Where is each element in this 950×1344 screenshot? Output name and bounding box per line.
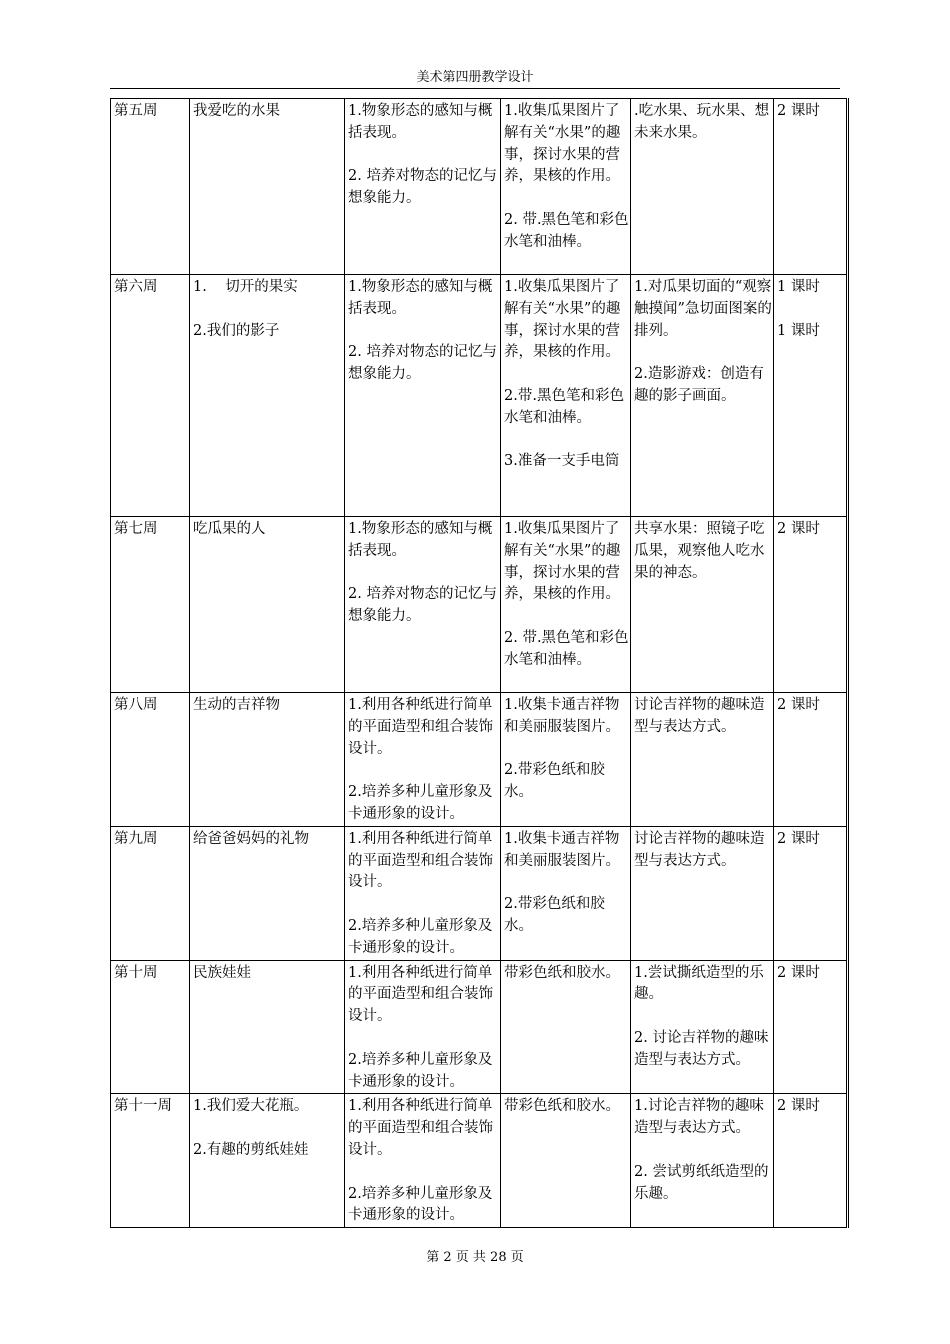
cell-week xyxy=(111,99,190,275)
cell-hours-paragraph: 2 课时 xyxy=(777,103,820,119)
cell-prep xyxy=(501,693,631,827)
paragraph-gap xyxy=(348,321,499,343)
paragraph-gap xyxy=(193,1118,343,1140)
cell-topic-paragraph: 吃瓜果的人 xyxy=(193,521,266,537)
cell-week-text: 第八周 xyxy=(114,697,158,713)
cell-prep xyxy=(501,960,631,1094)
paragraph-gap xyxy=(504,739,629,761)
cell-topic-paragraph: 1.我们爱大花瓶。 xyxy=(193,1098,309,1115)
paragraph-gap xyxy=(348,145,499,167)
cell-goal xyxy=(345,1094,501,1228)
cell-goal-paragraph: 1.利用各种纸进行简单的平面造型和组合装饰设计。 xyxy=(348,964,493,1025)
cell-goal-paragraph: 2.培养多种儿童形象及卡通形象的设计。 xyxy=(348,784,493,822)
cell-topic xyxy=(190,960,345,1094)
cell-activity-paragraph: .吃水果、玩水果、想未来水果。 xyxy=(634,103,770,141)
cell-activity xyxy=(631,826,774,960)
cell-prep-paragraph: 2. 带.黑色笔和彩色水笔和油棒。 xyxy=(504,211,629,250)
cell-goal xyxy=(345,826,501,960)
cell-topic xyxy=(190,517,345,693)
paragraph-gap xyxy=(504,188,629,210)
cell-hours-paragraph: 2 课时 xyxy=(777,521,820,537)
cell-week xyxy=(111,517,190,693)
cell-hours xyxy=(774,826,848,960)
paragraph-gap xyxy=(348,1028,499,1050)
paragraph-gap xyxy=(348,1162,499,1184)
paragraph-gap xyxy=(193,299,343,321)
cell-prep xyxy=(501,275,631,517)
paragraph-gap xyxy=(777,299,845,321)
paragraph-gap xyxy=(348,894,499,916)
cell-week-text: 第十一周 xyxy=(114,1098,172,1115)
paragraph-gap xyxy=(348,563,499,585)
cell-prep-paragraph: 2.带.黑色笔和彩色水笔和油棒。 xyxy=(504,387,624,426)
cell-prep-paragraph: 1.收集卡通吉祥物和美丽服装图片。 xyxy=(504,697,620,735)
page-header-title: 美术第四册教学设计 xyxy=(416,70,534,85)
cell-goal-paragraph: 2. 培养对物态的记忆与想象能力。 xyxy=(348,344,497,383)
cell-activity-paragraph: 2. 讨论吉祥物的趣味造型与表达方式。 xyxy=(634,1029,769,1068)
cell-hours xyxy=(774,99,848,275)
cell-goal-paragraph: 2. 培养对物态的记忆与想象能力。 xyxy=(348,168,497,207)
cell-activity-paragraph: 1.尝试撕纸造型的乐趣。 xyxy=(634,964,764,1003)
table-row xyxy=(111,960,848,1094)
cell-hours-paragraph: 1 课时 xyxy=(777,279,820,295)
cell-prep xyxy=(501,517,631,693)
cell-week-text: 第七周 xyxy=(114,521,158,537)
cell-hours xyxy=(774,960,848,1094)
cell-topic-paragraph: 1. 切开的果实 xyxy=(193,279,298,295)
cell-activity-paragraph: 讨论吉祥物的趣味造型与表达方式。 xyxy=(634,830,765,869)
cell-topic-paragraph: 生动的吉祥物 xyxy=(193,697,280,713)
page-footer: 第 2 页 共 28 页 xyxy=(426,1250,524,1265)
header-rule xyxy=(110,88,840,89)
cell-hours-paragraph: 2 课时 xyxy=(777,1098,820,1115)
cell-goal-paragraph: 1.利用各种纸进行简单的平面造型和组合装饰设计。 xyxy=(348,830,493,891)
cell-goal-paragraph: 1.利用各种纸进行简单的平面造型和组合装饰设计。 xyxy=(348,697,493,757)
cell-prep xyxy=(501,99,631,275)
cell-week xyxy=(111,693,190,827)
cell-prep-paragraph: 带彩色纸和胶水。 xyxy=(504,964,620,981)
cell-goal-paragraph: 1.物象形态的感知与概括表现。 xyxy=(348,103,493,141)
cell-goal-paragraph: 2. 培养对物态的记忆与想象能力。 xyxy=(348,586,497,625)
cell-activity xyxy=(631,275,774,517)
cell-week-text: 第十周 xyxy=(114,964,158,981)
table-row xyxy=(111,517,848,693)
cell-topic xyxy=(190,1094,345,1228)
table-row xyxy=(111,99,848,275)
cell-activity-paragraph: 2. 尝试剪纸纸造型的乐趣。 xyxy=(634,1163,769,1202)
cell-goal xyxy=(345,693,501,827)
cell-prep xyxy=(501,826,631,960)
cell-prep-paragraph: 1.收集瓜果图片了解有关“水果”的趣事，探讨水果的营养，果核的作用。 xyxy=(504,521,621,603)
cell-week-text: 第六周 xyxy=(114,279,158,295)
cell-goal-paragraph: 1.物象形态的感知与概括表现。 xyxy=(348,521,493,559)
cell-goal xyxy=(345,960,501,1094)
cell-prep-paragraph: 带彩色纸和胶水。 xyxy=(504,1098,620,1115)
cell-activity xyxy=(631,99,774,275)
lesson-plan-table xyxy=(110,98,849,1228)
cell-topic xyxy=(190,693,345,827)
cell-hours-paragraph: 2 课时 xyxy=(777,697,820,713)
cell-goal xyxy=(345,275,501,517)
cell-goal-paragraph: 1.物象形态的感知与概括表现。 xyxy=(348,279,493,317)
paragraph-gap xyxy=(634,1006,772,1028)
cell-topic xyxy=(190,826,345,960)
cell-prep xyxy=(501,1094,631,1228)
cell-activity xyxy=(631,693,774,827)
cell-goal-paragraph: 1.利用各种纸进行简单的平面造型和组合装饰设计。 xyxy=(348,1098,493,1158)
cell-activity-paragraph: 讨论吉祥物的趣味造型与表达方式。 xyxy=(634,697,765,735)
paragraph-gap xyxy=(634,342,772,364)
cell-goal-paragraph: 2.培养多种儿童形象及卡通形象的设计。 xyxy=(348,1051,493,1090)
cell-activity xyxy=(631,1094,774,1228)
cell-activity-paragraph: 共享水果：照镜子吃瓜果，观察他人吃水果的神态。 xyxy=(634,521,765,581)
cell-week xyxy=(111,826,190,960)
cell-prep-paragraph: 1.收集瓜果图片了解有关“水果”的趣事，探讨水果的营养，果核的作用。 xyxy=(504,279,621,361)
cell-topic-paragraph: 我爱吃的水果 xyxy=(193,103,280,119)
cell-week xyxy=(111,960,190,1094)
cell-activity-paragraph: 1.对瓜果切面的“观察触摸闻”急切面图案的排列。 xyxy=(634,279,772,339)
cell-topic-paragraph: 民族娃娃 xyxy=(193,964,251,981)
paragraph-gap xyxy=(348,760,499,782)
cell-topic-paragraph: 给爸爸妈妈的礼物 xyxy=(193,830,309,847)
cell-hours xyxy=(774,693,848,827)
cell-hours xyxy=(774,517,848,693)
cell-activity-paragraph: 1.讨论吉祥物的趣味造型与表达方式。 xyxy=(634,1098,764,1137)
table-row xyxy=(111,693,848,827)
cell-week xyxy=(111,1094,190,1228)
table-row xyxy=(111,275,848,517)
cell-hours-paragraph: 2 课时 xyxy=(777,830,820,847)
cell-activity xyxy=(631,960,774,1094)
cell-topic xyxy=(190,99,345,275)
table-row xyxy=(111,1094,848,1228)
cell-hours xyxy=(774,1094,848,1228)
paragraph-gap xyxy=(634,1140,772,1162)
cell-topic xyxy=(190,275,345,517)
cell-prep-paragraph: 3.准备一支手电筒 xyxy=(504,453,620,470)
cell-hours-paragraph: 2 课时 xyxy=(777,964,820,981)
cell-hours xyxy=(774,275,848,517)
cell-goal-paragraph: 2.培养多种儿童形象及卡通形象的设计。 xyxy=(348,1185,493,1224)
cell-week-text: 第五周 xyxy=(114,103,158,119)
cell-goal-paragraph: 2.培养多种儿童形象及卡通形象的设计。 xyxy=(348,917,493,956)
cell-goal xyxy=(345,517,501,693)
paragraph-gap xyxy=(504,364,629,386)
cell-week-text: 第九周 xyxy=(114,830,158,847)
cell-goal xyxy=(345,99,501,275)
cell-prep-paragraph: 2. 带.黑色笔和彩色水笔和油棒。 xyxy=(504,629,629,668)
cell-prep-paragraph: 2.带彩色纸和胶水。 xyxy=(504,896,605,934)
cell-prep-paragraph: 1.收集瓜果图片了解有关“水果”的趣事，探讨水果的营养，果核的作用。 xyxy=(504,103,621,185)
cell-prep-paragraph: 1.收集卡通吉祥物和美丽服装图片。 xyxy=(504,830,620,869)
cell-topic-paragraph: 2.有趣的剪纸娃娃 xyxy=(193,1141,309,1158)
cell-prep-paragraph: 2.带彩色纸和胶水。 xyxy=(504,762,605,801)
cell-activity-paragraph: 2.造影游戏：创造有趣的影子画面。 xyxy=(634,366,764,404)
cell-activity xyxy=(631,517,774,693)
cell-topic-paragraph: 2.我们的影子 xyxy=(193,322,280,339)
cell-week xyxy=(111,275,190,517)
paragraph-gap xyxy=(504,872,629,894)
paragraph-gap xyxy=(504,430,629,452)
paragraph-gap xyxy=(504,606,629,628)
table-row xyxy=(111,826,848,960)
cell-hours-paragraph: 1 课时 xyxy=(777,322,820,339)
